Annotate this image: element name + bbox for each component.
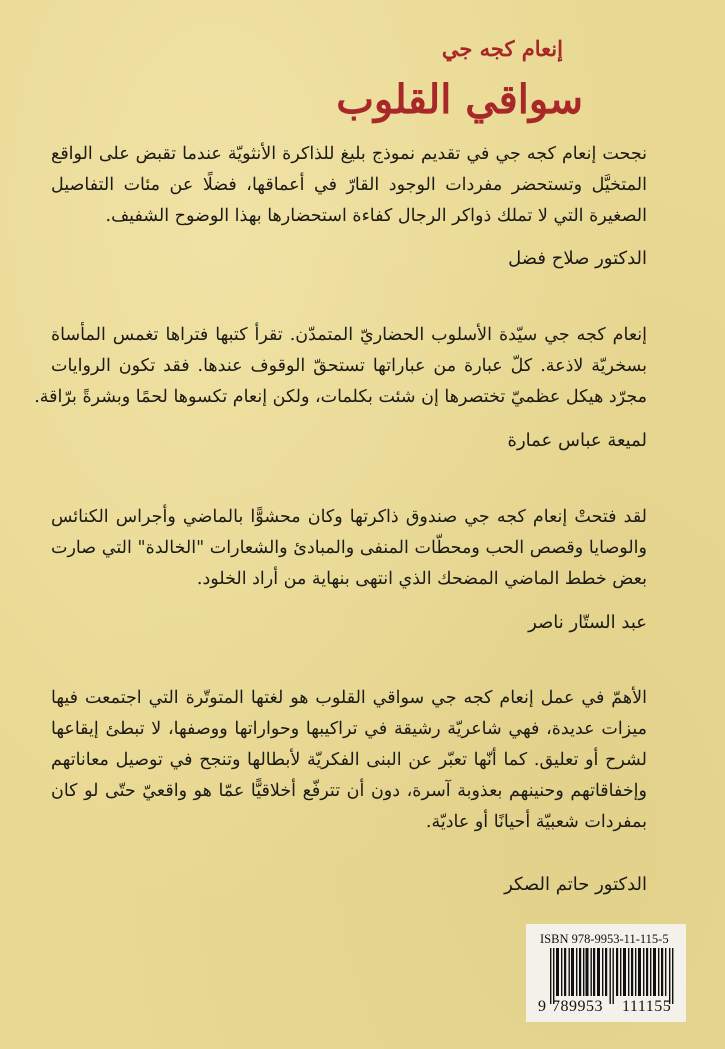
blurb-line: المتخيَّل وتستحضر مفردات الوجود القارّ في أعماقها، فضلًا عن مئات التفاصيل — [51, 175, 647, 195]
blurb-line: بسخريّة لاذعة. كلّ عبارة من عباراتها تستحقّ الوقوف عندها. فقد تكون الروايات — [51, 356, 647, 376]
blurb-line: لشرح أو تعليق. كما أنّها تعبّر عن البنى الفكريّة لأبطالها وتنجح في توصيل معاناتهم — [51, 750, 647, 770]
blurb-line: إنعام كجه جي سيّدة الأسلوب الحضاريّ المتمدّن. تقرأ كتبها فتراها تغمس المأساة — [51, 325, 647, 345]
blurb-line: بعض خطط الماضي المضحك الذي انتهى بنهاية من أراد الخلود. — [196, 569, 647, 589]
barcode-digits-left: 789953 — [552, 998, 603, 1015]
isbn-barcode — [526, 924, 686, 1022]
reviewer-signature: الدكتور صلاح فضل — [508, 248, 647, 269]
blurb-line: الأهمّ في عمل إنعام كجه جي سواقي القلوب هو لغتها المتوتّرة التي اجتمعت فيها — [51, 688, 647, 708]
reviewer-signature: لميعة عباس عمارة — [507, 430, 647, 451]
blurb-line: ميزات عديدة، فهي شاعريّة رشيقة في تراكيبها وحواراتها ووصفها، لا تبطئ إيقاعها — [51, 719, 647, 739]
blurb-line: نجحت إنعام كجه جي في تقديم نموذج بليغ للذاكرة الأنثويّة عندما تقبض على الواقع — [51, 144, 647, 164]
blurb-line: لقد فتحتْ إنعام كجه جي صندوق ذاكرتها وكان محشوًّا بالماضي وأجراس الكنائس — [51, 507, 647, 527]
book-title: سواقي القلوب — [336, 76, 583, 123]
blurb-line: وإخفاقاتهم وحنينهم بعذوبة آسرة، دون أن تترفّع أخلاقيًّا عمّا هو واقعيّ حتّى لو كان — [51, 781, 647, 801]
barcode-digits — [538, 998, 671, 1016]
author-name: إنعام كجه جي — [441, 36, 563, 61]
barcode-icon — [550, 948, 675, 1004]
reviewer-signature: الدكتور حاتم الصكر — [504, 874, 647, 895]
blurb-line: بمفردات شعبيّة أحيانًا أو عاديّة. — [425, 812, 647, 832]
reviewer-signature: عبد الستّار ناصر — [528, 612, 647, 633]
isbn-label: ISBN 978-9953-11-115-5 — [540, 932, 669, 946]
review-blurb — [51, 139, 647, 232]
review-blurb — [51, 502, 647, 595]
review-blurb — [51, 683, 647, 838]
blurb-line: والوصايا وقصص الحب ومحطّات المنفى والمبادئ والشعارات "الخالدة" التي صارت — [51, 538, 647, 558]
barcode-digits-right: 111155 — [622, 998, 672, 1015]
blurb-line: مجرّد هيكل عظميّ تختصرها إن شئت بكلمات، ولكن إنعام تكسوها لحمًا وبشرةً برّاقة. — [34, 387, 647, 407]
barcode-digit-first: 9 — [538, 998, 546, 1015]
review-blurb — [34, 320, 647, 413]
blurb-line: الصغيرة التي لا تملك ذواكر الرجال كفاءة استحضارها بهذا الوضوح الشفيف. — [105, 206, 647, 226]
